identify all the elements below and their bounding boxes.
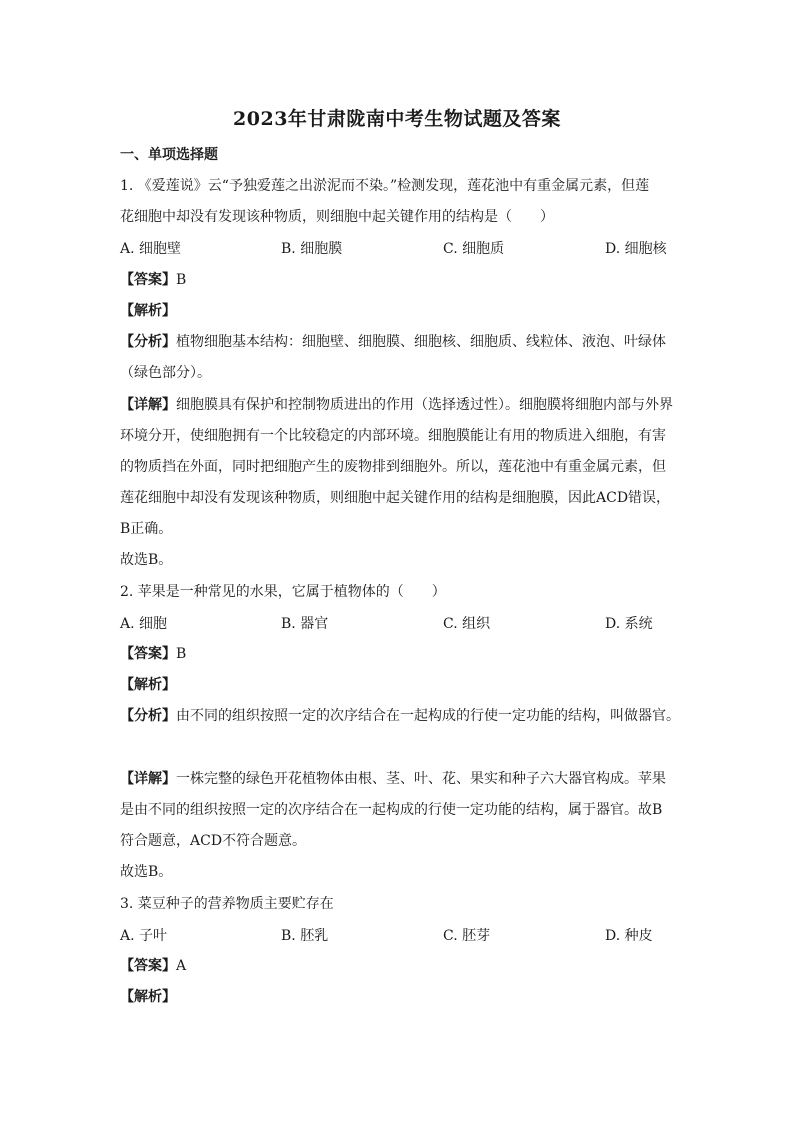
q2-xiangjie-line-2: 是由不同的组织按照一定的次序结合在一起构成的行使一定功能的结构，属于器官。故B <box>120 802 663 818</box>
q1-option-a: A. 细胞壁 <box>120 241 182 257</box>
q2-option-b: B. 器官 <box>281 616 329 632</box>
xiangjie-tag: 【详解】 <box>120 771 176 787</box>
q2-fenxi-line-1 <box>120 706 680 726</box>
q1-option-c: C. 细胞质 <box>443 241 505 257</box>
q1-answer <box>120 270 680 290</box>
q2-xiangjie-line-3: 符合题意，ACD不符合题意。 <box>120 833 307 849</box>
answer-value: B <box>176 646 187 662</box>
q2-xiangjie-line-1 <box>120 769 680 789</box>
xiangjie-text: 一株完整的绿色开花植物体由根、茎、叶、花、果实和种子六大器官构成。苹果 <box>176 771 666 787</box>
q1-stem-line-2: 花细胞中却没有发现该种物质，则细胞中起关键作用的结构是（ ） <box>120 209 554 225</box>
xiangjie-tag: 【详解】 <box>120 397 176 413</box>
q2-options <box>120 613 680 633</box>
answer-tag: 【答案】 <box>120 646 176 662</box>
q2-stem: 2. 苹果是一种常见的水果，它属于植物体的（ ） <box>120 584 446 600</box>
q1-xiangjie-line-4: 莲花细胞中却没有发现该种物质，则细胞中起关键作用的结构是细胞膜，因此ACD错误， <box>120 490 671 506</box>
q2-answer <box>120 644 680 664</box>
answer-tag: 【答案】 <box>120 958 176 974</box>
q3-option-c: C. 胚芽 <box>443 928 491 944</box>
q2-option-c: C. 组织 <box>443 616 491 632</box>
page-title: 2023年甘肃陇南中考生物试题及答案 <box>233 108 561 130</box>
q1-option-d: D. 细胞核 <box>605 241 667 257</box>
q1-xiangjie-line-5: B正确。 <box>120 521 173 537</box>
q1-options <box>120 238 680 258</box>
q2-conclusion: 故选B。 <box>120 864 173 880</box>
q2-analysis-heading: 【解析】 <box>120 677 176 693</box>
answer-value: A <box>176 958 187 974</box>
q1-xiangjie-line-3: 的物质挡在外面，同时把细胞产生的废物排到细胞外。所以，莲花池中有重金属元素，但 <box>120 459 666 475</box>
section-heading: 一、单项选择题 <box>120 147 218 163</box>
fenxi-text: 由不同的组织按照一定的次序结合在一起构成的行使一定功能的结构，叫做器官。 <box>176 708 680 724</box>
q3-option-d: D. 种皮 <box>605 928 653 944</box>
q3-option-a: A. 子叶 <box>120 928 168 944</box>
q1-fenxi-line-1 <box>120 332 680 352</box>
q3-options <box>120 925 680 945</box>
answer-value: B <box>176 272 187 288</box>
q3-stem: 3. 菜豆种子的营养物质主要贮存在 <box>120 896 334 912</box>
answer-tag: 【答案】 <box>120 272 176 288</box>
fenxi-tag: 【分析】 <box>120 708 176 724</box>
q3-option-b: B. 胚乳 <box>281 928 329 944</box>
q1-analysis-heading: 【解析】 <box>120 303 176 319</box>
q2-option-a: A. 细胞 <box>120 616 168 632</box>
q1-xiangjie-line-2: 环境分开，使细胞拥有一个比较稳定的内部环境。细胞膜能让有用的物质进入细胞，有害 <box>120 428 666 444</box>
q1-stem-line-1: 1. 《爱莲说》云“予独爱莲之出淤泥而不染。”检测发现，莲花池中有重金属元素，但莲 <box>120 178 650 194</box>
q3-answer <box>120 956 680 976</box>
q1-xiangjie-line-1 <box>120 395 680 415</box>
q3-analysis-heading: 【解析】 <box>120 989 176 1005</box>
q2-option-d: D. 系统 <box>605 616 653 632</box>
q1-conclusion: 故选B。 <box>120 552 173 568</box>
xiangjie-text: 细胞膜具有保护和控制物质进出的作用（选择透过性）。细胞膜将细胞内部与外界 <box>176 397 673 413</box>
q1-fenxi-line-2: （绿色部分）。 <box>120 365 211 381</box>
fenxi-text: 植物细胞基本结构：细胞壁、细胞膜、细胞核、细胞质、线粒体、液泡、叶绿体 <box>176 334 666 350</box>
q1-option-b: B. 细胞膜 <box>281 241 343 257</box>
fenxi-tag: 【分析】 <box>120 334 176 350</box>
